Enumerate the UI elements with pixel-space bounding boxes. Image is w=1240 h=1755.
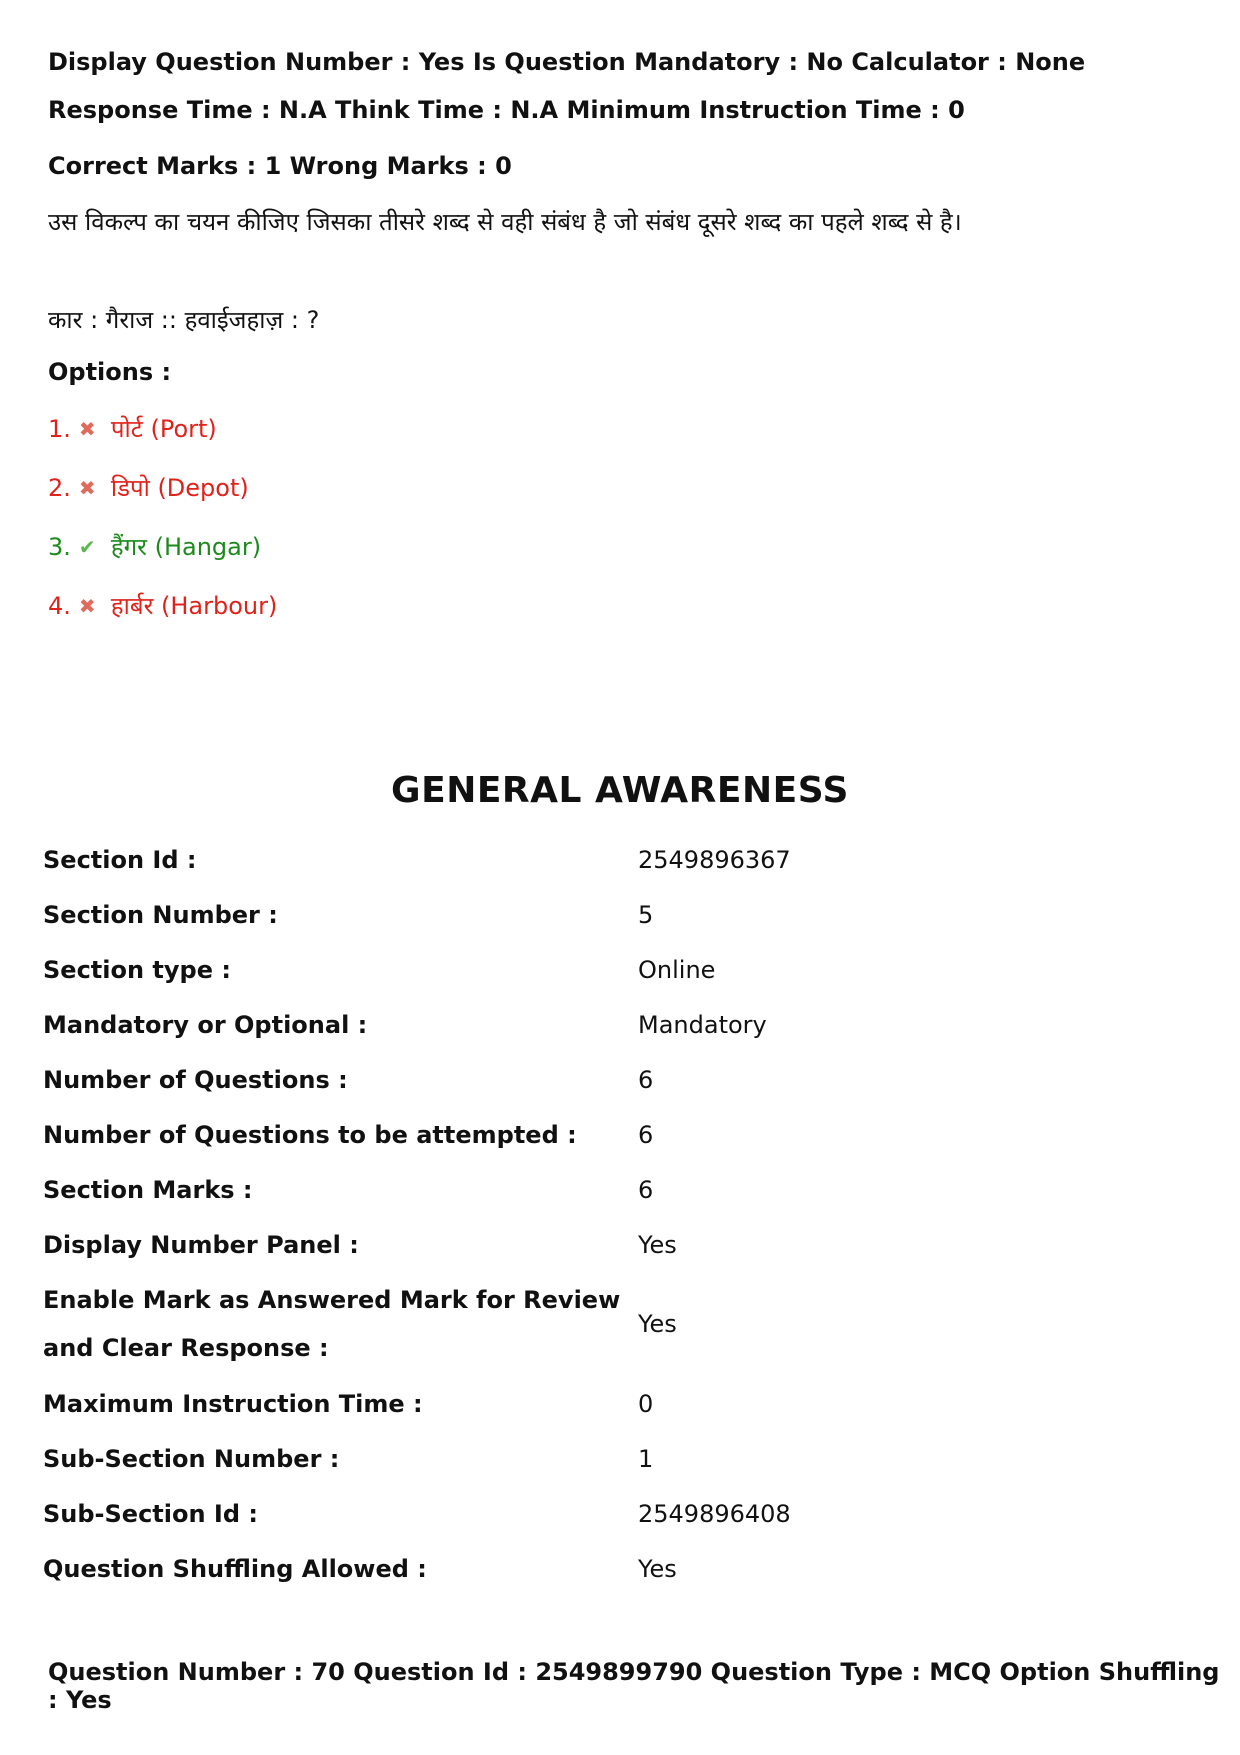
- option-3: [48, 530, 261, 563]
- question-marks: Correct Marks : 1 Wrong Marks : 0: [48, 152, 512, 180]
- row-value: Mandatory: [638, 1011, 767, 1039]
- option-text: डिपो (Depot): [110, 474, 249, 502]
- row-value: 6: [638, 1121, 654, 1149]
- mark-review-row: [43, 1276, 1203, 1372]
- check-icon: ✔: [78, 534, 96, 559]
- option-number: 4.: [48, 591, 71, 620]
- question-count-row: [43, 1056, 1203, 1104]
- subsection-id-row: [43, 1490, 1203, 1538]
- number-panel-row: [43, 1221, 1203, 1269]
- subsection-number-row: [43, 1435, 1203, 1483]
- row-label: Number of Questions to be attempted :: [43, 1121, 577, 1149]
- option-number: 2.: [48, 473, 71, 502]
- max-instruction-row: [43, 1380, 1203, 1428]
- cross-icon: ✖: [78, 593, 96, 618]
- row-label: Display Number Panel :: [43, 1231, 359, 1259]
- section-title: GENERAL AWARENESS: [391, 770, 849, 811]
- row-label: Number of Questions :: [43, 1066, 348, 1094]
- option-text: हैंगर (Hangar): [110, 533, 262, 561]
- row-value: 6: [638, 1176, 654, 1204]
- section-id-row: [43, 836, 1203, 884]
- row-value: 1: [638, 1445, 654, 1473]
- row-value: 0: [638, 1390, 654, 1418]
- row-label: Question Shuffling Allowed :: [43, 1555, 427, 1583]
- row-value: 2549896408: [638, 1500, 791, 1528]
- row-label: Maximum Instruction Time :: [43, 1390, 423, 1418]
- row-value: Online: [638, 956, 716, 984]
- row-label: Section Number :: [43, 901, 278, 929]
- section-number-row: [43, 891, 1203, 939]
- row-value: Yes: [638, 1231, 677, 1259]
- option-2: [48, 471, 249, 504]
- row-label: Section Marks :: [43, 1176, 253, 1204]
- question-text: उस विकल्प का चयन कीजिए जिसका तीसरे शब्द से वही संबंध है जो संबंध दूसरे शब्द का पहले शब्द से है।: [48, 208, 962, 236]
- next-question-meta: Question Number : 70 Question Id : 2549899790 Question Type : MCQ Option Shuffling : Yes: [48, 1658, 1220, 1714]
- cross-icon: ✖: [78, 416, 96, 441]
- option-text: हार्बर (Harbour): [110, 592, 278, 620]
- option-4: [48, 589, 277, 622]
- row-label: Section type :: [43, 956, 231, 984]
- row-label: Mandatory or Optional :: [43, 1011, 368, 1039]
- mandatory-row: [43, 1001, 1203, 1049]
- cross-icon: ✖: [78, 475, 96, 500]
- row-label: Sub-Section Number :: [43, 1445, 340, 1473]
- question-meta: Display Question Number : Yes Is Question Mandatory : No Calculator : None Response Time : N.A Think Time : N.A Minimum Instruction Time : 0: [48, 48, 1086, 124]
- option-text: पोर्ट (Port): [110, 415, 217, 443]
- row-label: Enable Mark as Answered Mark for Review and Clear Response :: [43, 1286, 621, 1362]
- row-label: Sub-Section Id :: [43, 1500, 258, 1528]
- analogy-text: कार : गैराज :: हवाईजहाज़ : ?: [48, 306, 320, 334]
- row-label: Section Id :: [43, 846, 197, 874]
- option-number: 1.: [48, 414, 71, 443]
- row-value: Yes: [638, 1555, 677, 1583]
- row-value: 6: [638, 1066, 654, 1094]
- row-value: 2549896367: [638, 846, 791, 874]
- options-label: Options :: [48, 358, 172, 386]
- row-value: 5: [638, 901, 654, 929]
- option-1: [48, 412, 217, 445]
- section-type-row: [43, 946, 1203, 994]
- shuffling-row: [43, 1545, 1203, 1593]
- section-marks-row: [43, 1166, 1203, 1214]
- row-value: Yes: [638, 1310, 677, 1338]
- option-number: 3.: [48, 532, 71, 561]
- attempt-count-row: [43, 1111, 1203, 1159]
